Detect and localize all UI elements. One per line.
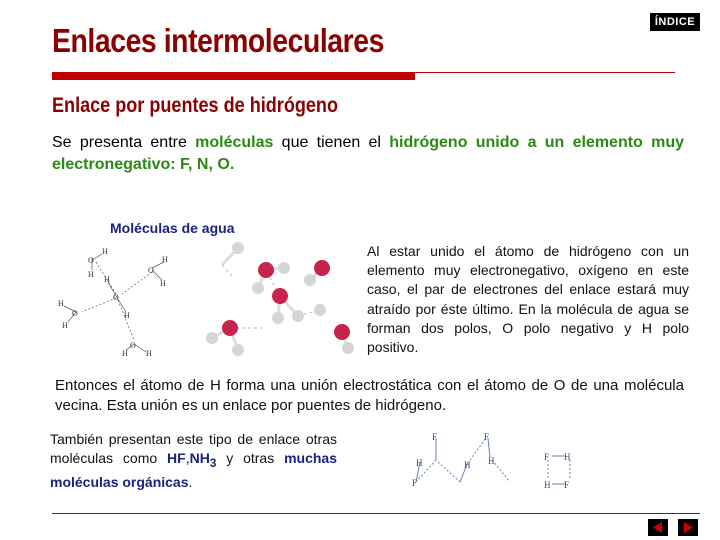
- svg-text:O: O: [113, 293, 119, 302]
- hf-link[interactable]: HF: [167, 450, 186, 466]
- hf-atom-label: H: [488, 456, 495, 466]
- hf-atom-label: H: [544, 480, 551, 490]
- svg-text:H: H: [58, 299, 64, 308]
- title-underline-bar: [52, 72, 415, 80]
- hf-atom-label: F: [544, 452, 550, 462]
- water-lewis-diagram: [58, 247, 168, 358]
- svg-text:H: H: [146, 349, 152, 358]
- svg-text:H: H: [162, 255, 168, 264]
- index-button[interactable]: ÍNDICE: [650, 13, 700, 31]
- page-title: Enlaces intermoleculares: [52, 22, 384, 59]
- svg-text:H: H: [88, 270, 94, 279]
- para3-comma: ,: [185, 450, 190, 466]
- hf-atom-label: F: [432, 432, 438, 442]
- hf-atom-label: F: [564, 480, 570, 490]
- section-subtitle: Enlace por puentes de hidrógeno: [52, 94, 338, 117]
- intro-text-3: que tienen el: [273, 134, 390, 151]
- water-description: Al estar unido el átomo de hidrógeno con un elemento muy electronegativo, oxígeno en este caso, el par de electrones del enlace estará muy atraído por éste último. En la molécula de agua se forman dos polos, O polo negativo y H polo positivo.: [367, 243, 689, 356]
- svg-text:H: H: [102, 247, 108, 256]
- hydrogen-bond-explanation: Entonces el átomo de H forma una unión electrostática con el átomo de O de una molécula vecina. Esta unión es un enlace por puentes de hidrógeno.: [55, 377, 684, 414]
- hf-atom-label: H: [564, 452, 571, 462]
- previous-slide-button[interactable]: [648, 519, 668, 536]
- svg-text:O: O: [72, 309, 78, 318]
- water-molecules-image: [52, 240, 362, 375]
- svg-text:O: O: [148, 266, 154, 275]
- para3-period: .: [188, 473, 193, 490]
- triangle-left-icon: [648, 519, 668, 536]
- organic-molecules-link[interactable]: muchas moléculas orgánicas: [50, 450, 337, 490]
- nh3-subscript: 3: [209, 456, 217, 470]
- intro-molecules-link[interactable]: moléculas: [195, 134, 274, 151]
- hf-atom-label: H: [416, 458, 423, 468]
- hf-atom-label: H: [464, 460, 471, 470]
- hf-atom-label: F: [412, 478, 418, 488]
- intro-paragraph: [52, 132, 684, 176]
- hf-chain-diagram: [398, 430, 590, 492]
- svg-text:H: H: [104, 275, 110, 284]
- title-underline-line: [415, 72, 675, 73]
- next-slide-button[interactable]: [678, 519, 698, 536]
- footer-divider: [52, 513, 700, 514]
- intro-text-1: Se presenta entre: [52, 134, 196, 151]
- hf-atom-label: F: [484, 432, 490, 442]
- svg-text:H: H: [160, 279, 166, 288]
- intro-highlight: hidrógeno unido a un elemento muy electronegativo: F, N, O.: [52, 134, 684, 173]
- water-caption: Moléculas de agua: [110, 220, 235, 236]
- nh3-link[interactable]: [189, 450, 217, 470]
- svg-text:H: H: [62, 321, 68, 330]
- nh3-base: NH: [189, 450, 210, 466]
- svg-text:O: O: [130, 341, 136, 350]
- svg-text:H: H: [122, 349, 128, 358]
- other-molecules-paragraph: [50, 430, 337, 492]
- svg-text:O: O: [88, 256, 94, 265]
- para3-text-6: y otras: [216, 450, 285, 466]
- svg-text:H: H: [124, 311, 130, 320]
- triangle-right-icon: [678, 519, 698, 536]
- para3-text-1: También presentan este tipo de enlace otras moléculas como: [50, 431, 337, 466]
